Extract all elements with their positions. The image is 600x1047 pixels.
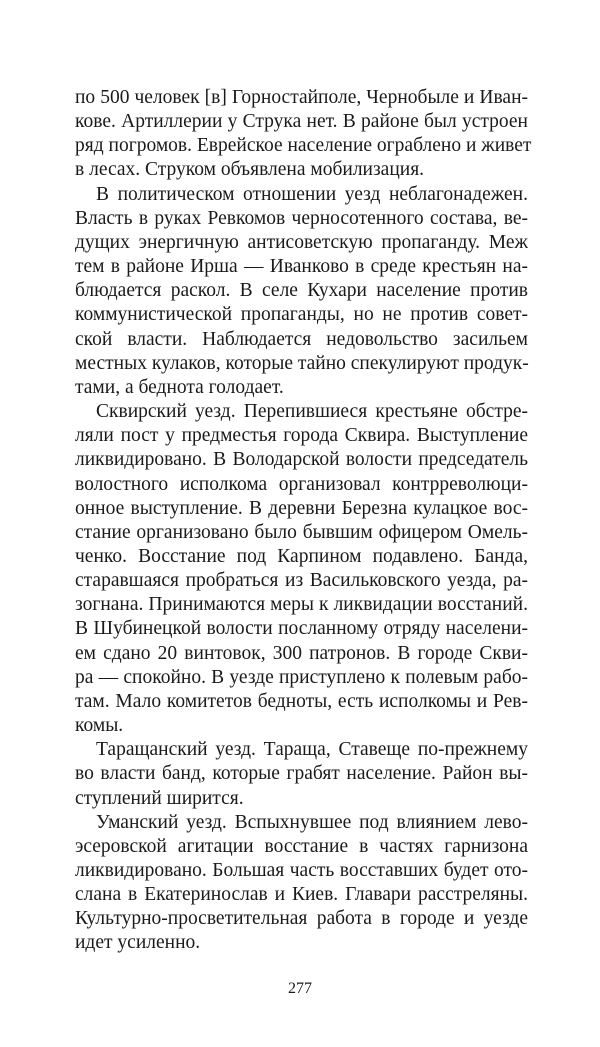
page-number: 277 <box>288 980 312 997</box>
text-line: комы. <box>75 715 124 737</box>
text-line: блюдается раскол. В селе Кухари население против <box>75 280 528 302</box>
text-line: кове. Артиллерии у Струка нет. В районе был устроен <box>75 111 528 133</box>
text-line: Уманский уезд. Вспыхнувшее под влиянием лево- <box>96 811 528 833</box>
text-line: Культурно-просветительная работа в городе и уезде <box>75 908 528 930</box>
text-line: ликвидировано. Большая часть восставших будет ото- <box>75 860 528 881</box>
paragraph <box>75 738 528 810</box>
text-line: ской власти. Наблюдается недовольство засильем <box>75 328 528 350</box>
text-line: тами, а беднота голодает. <box>75 376 284 398</box>
paragraph <box>75 183 528 400</box>
text-line: онное выступление. В деревни Березна кулацкое вос- <box>75 497 528 519</box>
text-line: ряд погромов. Еврейское население ограблено и живет <box>75 135 532 157</box>
text-line: ем сдано 20 винтовок, 300 патронов. В городе Скви- <box>75 642 528 664</box>
text-line: ступлений ширится. <box>75 787 244 809</box>
text-line: дущих энергичную антисоветскую пропаганду. Меж <box>75 231 528 253</box>
text-line: ляли пост у предместья города Сквира. Выступление <box>75 425 528 447</box>
text-line: идет усиленно. <box>75 932 201 954</box>
text-line: эсеровской агитации восстание в частях гарнизона <box>75 835 528 857</box>
text-line: В Шубинецкой волости посланному отряду населени- <box>75 618 528 640</box>
page-body <box>75 86 532 956</box>
text-line: Власть в руках Ревкомов черносотенного состава, ве- <box>75 207 528 229</box>
paragraph <box>75 86 532 183</box>
text-line: местных кулаков, которые тайно спекулируют продук- <box>75 352 529 374</box>
text-line: В политическом отношении уезд неблагонадежен. <box>96 183 528 205</box>
text-line: ченко. Восстание под Карпином подавлено. Банда, <box>75 545 528 567</box>
paragraph <box>75 400 528 738</box>
text-line: коммунистической пропаганды, но не против совет- <box>75 304 528 326</box>
text-line: во власти банд, которые грабят население. Район вы- <box>75 763 528 785</box>
text-line: старавшаяся пробраться из Васильковского уезда, ра- <box>75 570 528 592</box>
text-line: зогнана. Принимаются меры к ликвидации восстаний. <box>75 594 528 616</box>
text-line: в лесах. Струком объявлена мобилизация. <box>75 159 425 181</box>
text-line: слана в Екатеринослав и Киев. Главари расстреляны. <box>75 884 528 906</box>
text-line: там. Мало комитетов бедноты, есть исполкомы и Рев- <box>75 690 528 712</box>
text-line: ра — спокойно. В уезде приступлено к полевым рабо- <box>75 666 528 688</box>
text-line: по 500 человек [в] Горностайполе, Чернобыле и Иван- <box>75 87 528 108</box>
text-line: стание организовано было бывшим офицером Омель- <box>75 521 528 543</box>
paragraph <box>75 811 528 956</box>
text-line: ликвидировано. В Володарской волости председатель <box>75 449 528 471</box>
text-line: тем в районе Ирша — Иванково в среде крестьян на- <box>75 256 528 278</box>
text-line: Таращанский уезд. Тараща, Ставеще по-прежнему <box>96 739 528 761</box>
text-line: волостного исполкома организовал контрреволюци- <box>75 473 528 495</box>
text-line: Сквирский уезд. Перепившиеся крестьяне обстре- <box>96 401 528 423</box>
